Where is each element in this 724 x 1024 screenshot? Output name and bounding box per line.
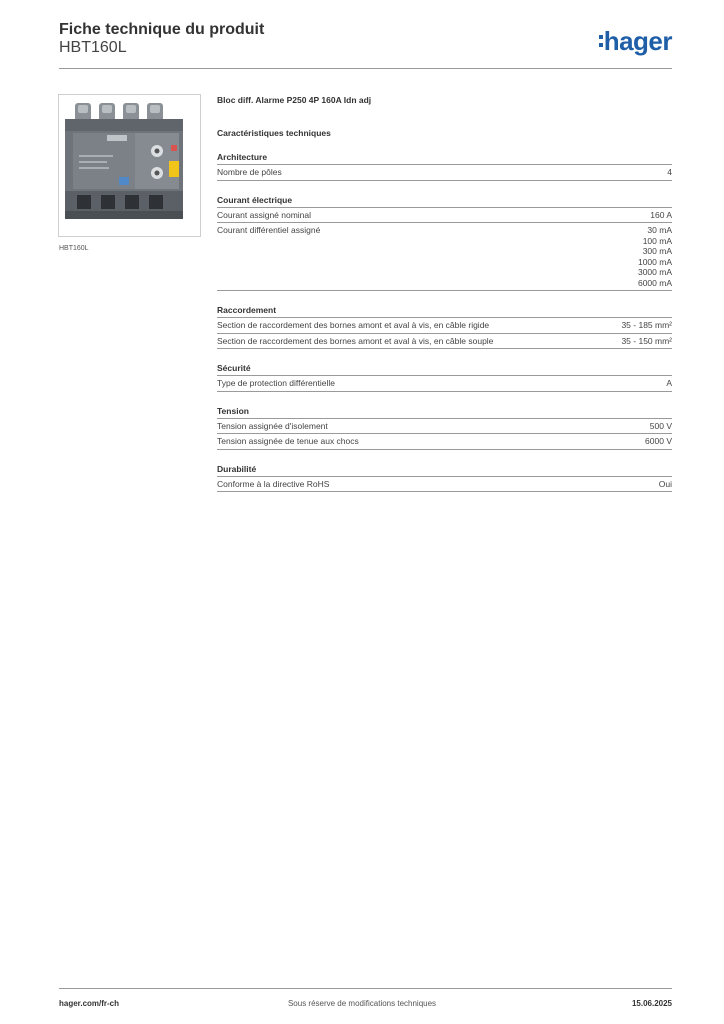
section-title: Architecture: [217, 152, 672, 165]
spec-label: Conforme à la directive RoHS: [217, 478, 330, 489]
spec-value: A: [666, 378, 672, 388]
page-title: Fiche technique du produit: [59, 21, 265, 38]
spec-label: Section de raccordement des bornes amont et aval à vis, en câble rigide: [217, 320, 490, 330]
spec-values: [667, 167, 672, 178]
spec-label: Nombre de pôles: [217, 167, 282, 177]
spec-values: [650, 210, 672, 221]
spec-content: [217, 95, 672, 492]
characteristics-title: Caractéristiques techniques: [217, 128, 331, 138]
spec-value: 1000 mA: [637, 256, 672, 267]
spec-value: 35 - 150 mm²: [621, 335, 672, 346]
spec-row: [217, 223, 672, 291]
spec-label: Section de raccordement des bornes amont et aval à vis, en câble souple: [217, 335, 494, 346]
spec-values: [638, 225, 672, 288]
spec-values: [621, 336, 672, 347]
spec-values: [650, 421, 672, 432]
spec-value: 30 mA: [647, 225, 672, 235]
spec-section: [217, 195, 672, 292]
section-title: Sécurité: [217, 363, 672, 376]
spec-values: [645, 436, 672, 447]
spec-row: [217, 376, 672, 392]
spec-value: Oui: [658, 478, 672, 489]
spec-value: 3000 mA: [637, 267, 672, 277]
spec-row: [217, 208, 672, 224]
spec-label: Tension assignée de tenue aux chocs: [217, 436, 359, 446]
product-name: Bloc diff. Alarme P250 4P 160A Idn adj: [217, 95, 372, 105]
spec-value: 6000 mA: [637, 277, 672, 288]
spec-row: [217, 318, 672, 334]
spec-section: [217, 152, 672, 181]
header-divider: [59, 68, 672, 69]
section-title: Durabilité: [217, 464, 672, 477]
spec-section: [217, 363, 672, 392]
spec-section: [217, 305, 672, 349]
product-image: [58, 94, 201, 237]
footer-website-link[interactable]: hager.com/fr-ch: [59, 999, 120, 1008]
logo-text: hager: [603, 26, 672, 56]
spec-values: [659, 479, 672, 490]
spec-value: 6000 V: [645, 436, 672, 446]
spec-values: [621, 320, 672, 331]
spec-value: 160 A: [650, 209, 672, 220]
section-title: Courant électrique: [217, 195, 672, 208]
spec-row: [217, 477, 672, 493]
spec-value: 300 mA: [642, 246, 672, 256]
spec-label: Tension assignée d'isolement: [217, 420, 328, 431]
spec-row: [217, 165, 672, 181]
image-caption: HBT160L: [59, 245, 89, 252]
spec-sections: [217, 152, 672, 492]
spec-value: 35 - 185 mm²: [621, 320, 672, 330]
spec-section: [217, 464, 672, 493]
spec-label: Courant différentiel assigné: [217, 225, 321, 235]
footer-divider: [59, 988, 672, 989]
footer-date: 15.06.2025: [631, 999, 672, 1008]
logo-colon-icon: [599, 26, 603, 47]
spec-row: [217, 419, 672, 435]
spec-section: [217, 406, 672, 450]
section-title: Tension: [217, 406, 672, 419]
spec-label: Courant assigné nominal: [217, 209, 312, 220]
spec-value: 100 mA: [642, 235, 672, 246]
spec-value: 500 V: [649, 420, 672, 431]
section-title: Raccordement: [217, 305, 672, 318]
hager-logo[interactable]: [599, 26, 672, 57]
footer-notice: Sous réserve de modifications techniques: [287, 999, 437, 1008]
spec-row: [217, 334, 672, 350]
spec-value: 4: [667, 167, 672, 177]
circuit-breaker-block-icon: [59, 95, 200, 236]
spec-values: [666, 378, 672, 389]
spec-label: Type de protection différentielle: [217, 378, 335, 388]
product-reference: HBT160L: [59, 39, 127, 56]
spec-row: [217, 434, 672, 450]
